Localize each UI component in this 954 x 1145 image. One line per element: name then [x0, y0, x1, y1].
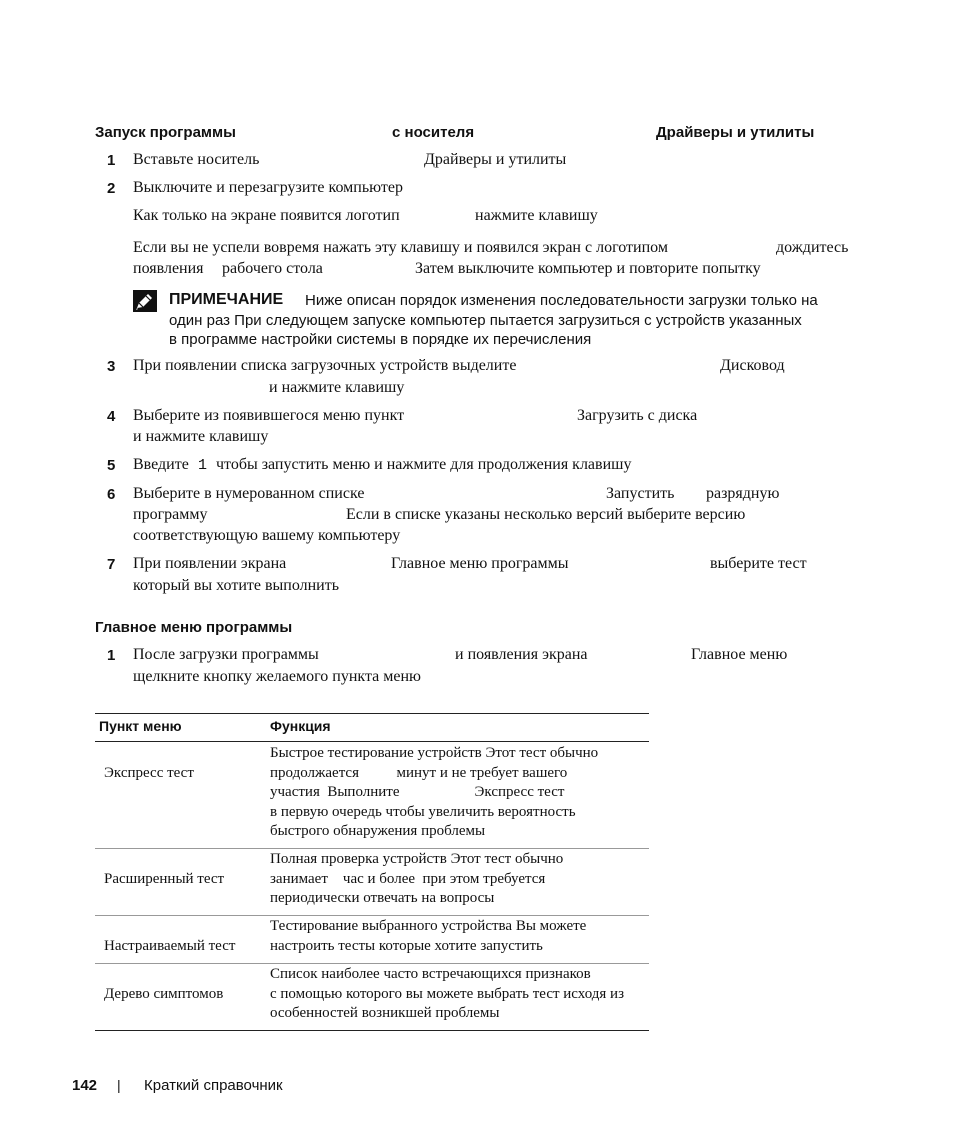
- paragraph-text: дождитесь: [776, 239, 849, 256]
- table-cell-item: Дерево симптомов: [104, 986, 224, 1002]
- step-text: выберите тест: [710, 555, 807, 572]
- table-cell-function: периодически отвечать на вопросы: [270, 890, 495, 906]
- table-row-divider: [95, 848, 649, 849]
- paragraph-text: рабочего стола: [222, 260, 323, 277]
- step-number: 1: [107, 152, 116, 169]
- footer-separator: |: [117, 1077, 121, 1093]
- footer-title: Краткий справочник: [144, 1077, 283, 1094]
- step-text: Драйверы и утилиты: [424, 151, 567, 168]
- table-cell-function: Тестирование выбранного устройства Вы можете: [270, 918, 587, 934]
- table-cell-function: Полная проверка устройств Этот тест обычно: [270, 851, 564, 867]
- table-cell-function: с помощью которого вы можете выбрать тест исходя из: [270, 986, 624, 1002]
- table-cell-item: Настраиваемый тест: [104, 938, 236, 954]
- table-bottom-rule: [95, 1030, 649, 1031]
- section-heading-part3: Драйверы и утилиты: [656, 124, 815, 141]
- step-text: Главное меню программы: [391, 555, 569, 572]
- step-text: Главное меню: [691, 646, 788, 663]
- section-heading-part1: Запуск программы: [95, 124, 236, 141]
- step-number: 2: [107, 180, 116, 197]
- step-text: Выключите и перезагрузите компьютер: [133, 179, 403, 196]
- step-text: Вставьте носитель: [133, 151, 260, 168]
- paragraph-text: Если вы не успели вовремя нажать эту клавишу и появился экран с логотипом: [133, 239, 668, 256]
- table-cell-item: Расширенный тест: [104, 871, 225, 887]
- step-text: который вы хотите выполнить: [133, 577, 340, 594]
- step-text: щелкните кнопку желаемого пункта меню: [133, 668, 421, 685]
- table-header-item: Пункт меню: [99, 718, 182, 734]
- paragraph-text: Затем выключите компьютер и повторите попытку: [415, 260, 761, 277]
- step-text: Выберите из появившегося меню пункт: [133, 407, 405, 424]
- step-number: 6: [107, 486, 116, 503]
- step-code: 1: [198, 457, 208, 474]
- note-label: ПРИМЕЧАНИЕ: [169, 291, 284, 308]
- step-text: программу: [133, 506, 208, 523]
- step-text: Если в списке указаны несколько версий выберите версию: [346, 506, 746, 523]
- step-text: и нажмите клавишу: [269, 379, 405, 396]
- table-row-divider: [95, 963, 649, 964]
- note-text: один раз При следующем запуске компьютер пытается загрузиться с устройств указанных: [169, 312, 802, 329]
- step-number: 3: [107, 358, 116, 375]
- table-cell-function: продолжается минут и не требует вашего: [270, 765, 568, 781]
- step-text: разрядную: [706, 485, 780, 502]
- table-header-function: Функция: [270, 718, 331, 734]
- table-cell-function: Быстрое тестирование устройств Этот тест обычно: [270, 745, 599, 761]
- section-heading-part2: с носителя: [392, 124, 475, 141]
- step-number: 7: [107, 556, 116, 573]
- paragraph-text: появления: [133, 260, 204, 277]
- note-text: в программе настройки системы в порядке их перечисления: [169, 331, 592, 348]
- step-number: 1: [107, 647, 116, 664]
- table-top-rule: [95, 713, 649, 714]
- table-cell-function: Список наиболее часто встречающихся признаков: [270, 966, 591, 982]
- table-cell-function: быстрого обнаружения проблемы: [270, 823, 486, 839]
- section-heading: Главное меню программы: [95, 619, 293, 636]
- note-pencil-icon: [133, 290, 157, 312]
- step-text: Запустить: [606, 485, 675, 502]
- paragraph-text: Как только на экране появится логотип: [133, 207, 400, 224]
- step-number: 5: [107, 457, 116, 474]
- step-text: При появлении экрана: [133, 555, 287, 572]
- step-text: Дисковод: [720, 357, 785, 374]
- table-cell-function: настроить тесты которые хотите запустить: [270, 938, 543, 954]
- paragraph-text: нажмите клавишу: [475, 207, 598, 224]
- step-text: Введите: [133, 456, 189, 473]
- step-text: Выберите в нумерованном списке: [133, 485, 365, 502]
- step-text: и нажмите клавишу: [133, 428, 269, 445]
- step-text: Загрузить с диска: [577, 407, 698, 424]
- step-text: При появлении списка загрузочных устройств выделите: [133, 357, 517, 374]
- note-text: Ниже описан порядок изменения последовательности загрузки только на: [305, 292, 818, 309]
- table-cell-item: Экспресс тест: [104, 765, 194, 781]
- step-text: После загрузки программы: [133, 646, 319, 663]
- table-cell-function: занимает час и более при этом требуется: [270, 871, 546, 887]
- step-number: 4: [107, 408, 116, 425]
- table-row-divider: [95, 915, 649, 916]
- table-header-rule: [95, 741, 649, 742]
- table-cell-function: в первую очередь чтобы увеличить вероятность: [270, 804, 576, 820]
- page-number: 142: [72, 1077, 98, 1094]
- table-cell-function: особенностей возникшей проблемы: [270, 1005, 500, 1021]
- step-text: соответствующую вашему компьютеру: [133, 527, 401, 544]
- step-text: чтобы запустить меню и нажмите для продолжения клавишу: [216, 456, 632, 473]
- step-text: и появления экрана: [455, 646, 588, 663]
- table-cell-function: участия Выполните Экспресс тест: [270, 784, 565, 800]
